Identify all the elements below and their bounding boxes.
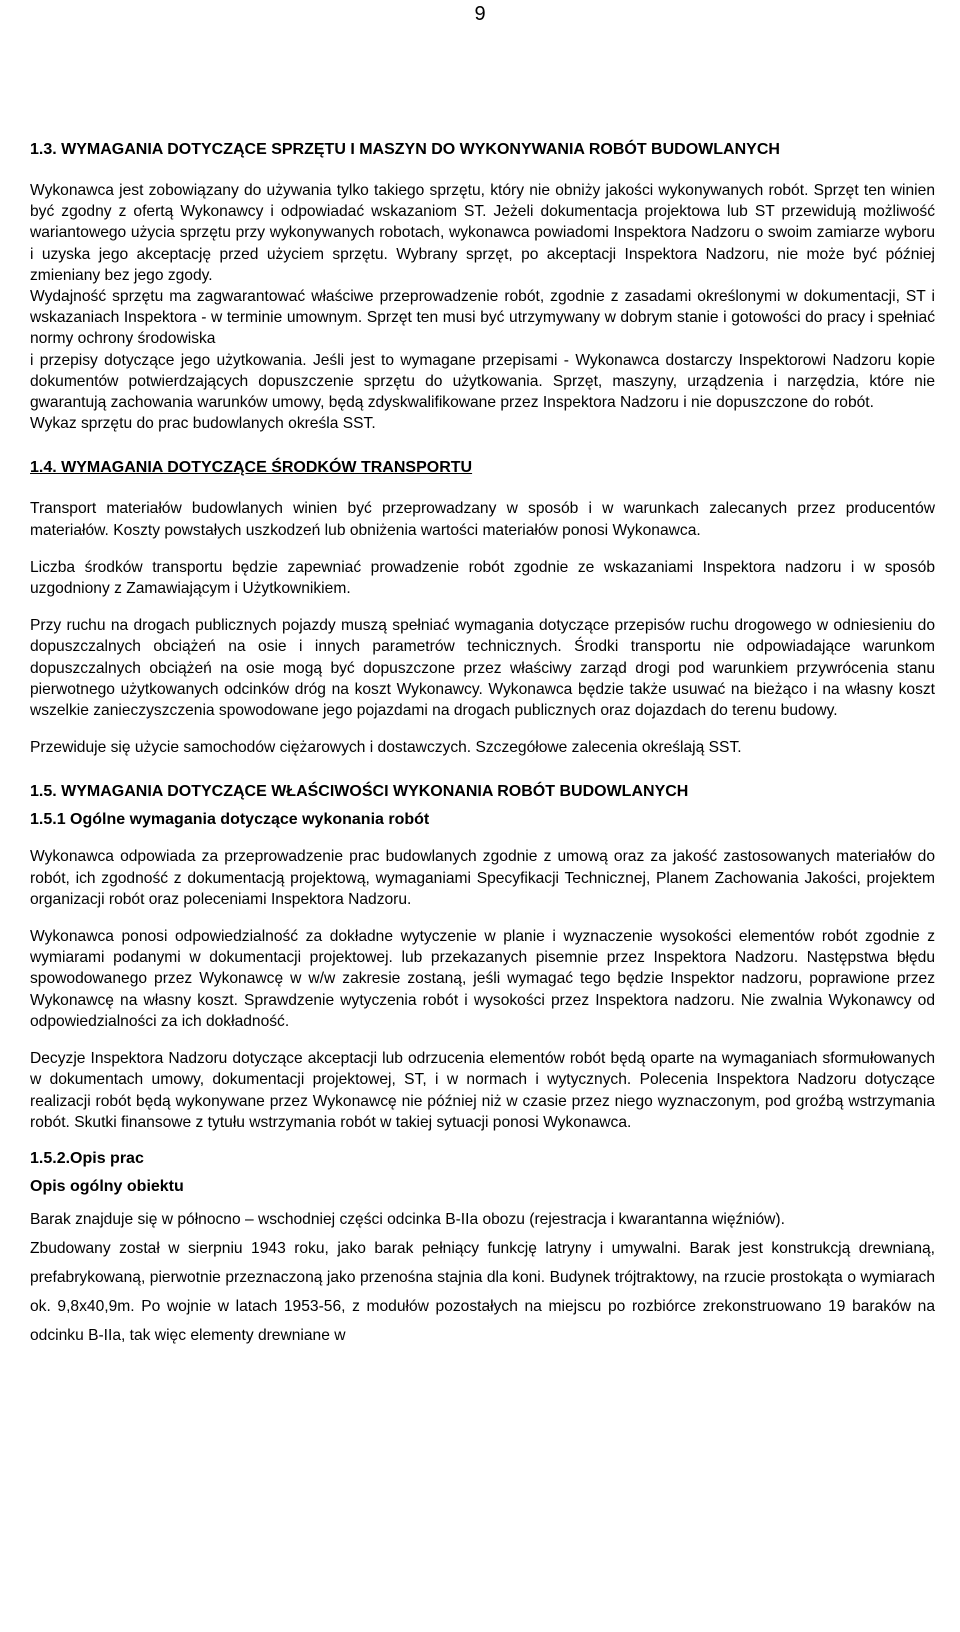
section-1-5-2-heading: 1.5.2.Opis prac [30, 1149, 144, 1167]
section-1-5-heading: 1.5. WYMAGANIA DOTYCZĄCE WŁAŚCIWOŚCI WYKONANIA ROBÓT BUDOWLANYCH [30, 783, 689, 801]
section-1-3-paragraph-3: Wykaz sprzętu do prac budowlanych określa SST. [30, 415, 376, 433]
section-1-3-paragraph-1: Wykonawca jest zobowiązany do używania tylko takiego sprzętu, który nie obniży jakości wykonywanych robót. Sprzęt ten winien być zgodny z ofertą Wykonawcy i odpowiadać wskazaniom ST. Jeżeli dokumentacja projektowa lub ST przewidują możliwość wariantowego użycia sprzętu przy wykonywanych robotach, wykonawca powiadomi Inspektora Nadzoru o swoim zamiarze wyboru i uzyska jego akceptację przed użyciem sprzętu. Wybrany sprzęt, po akceptacji Inspektora Nadzoru, nie może być później zmieniany bez jego zgody. [30, 182, 935, 284]
section-1-5-1-heading: 1.5.1 Ogólne wymagania dotyczące wykonania robót [30, 811, 430, 829]
section-1-4-paragraph-1: Transport materiałów budowlanych winien być przeprowadzany w sposób i w warunkach zalecanych przez producentów materiałów. Koszty powstałych uszkodzeń lub obniżenia wartości materiałów ponosi Wykonawca. [30, 500, 935, 539]
object-description-paragraph-1: Barak znajduje się w północno – wschodniej części odcinka B-IIa obozu (rejestracja i kwarantanna więźniów). [30, 1210, 785, 1228]
object-description-paragraph-2: Zbudowany został w sierpniu 1943 roku, jako barak pełniący funkcję latryny i umywalni. Barak jest konstrukcją drewnianą, prefabrykowaną, pierwotnie przeznaczoną jako przenośna stajnia dla koni. Budynek trójtraktowy, na rzucie prostokąta o wymiarach ok. 9,8x40,9m. Po wojnie w latach 1953-56, z modułów pozostałych na miejscu po rozbiórce zrekonstruowano 19 baraków na odcinku B-IIa, tak więc elementy drewniane w [30, 1239, 935, 1344]
object-description [30, 1205, 935, 1350]
section-1-5-1-paragraph-2: Wykonawca ponosi odpowiedzialność za dokładne wytyczenie w planie i wyznaczenie wysokości elementów robót zgodnie z wymiarami podanymi w dokumentacji projektowej. lub przekazanych pisemnie przez Inspektora Nadzoru. Następstwa błędu spowodowanego przez Wykonawcę w w/w zakresie zostaną, jeśli wymagać tego będzie Inspektor nadzoru, poprawione przez Wykonawcę na własny koszt. Sprawdzenie wytyczenia robót i wysokości przez Inspektora nadzoru. Nie zwalnia Wykonawcy od odpowiedzialności za ich dokładność. [30, 928, 935, 1030]
page-number: 9 [474, 3, 486, 25]
section-1-5-1-paragraph-1: Wykonawca odpowiada za przeprowadzenie prac budowlanych zgodnie z umową oraz za jakość zastosowanych materiałów do robót, ich zgodność z dokumentacją projektową, wymaganiami Specyfikacji Technicznej, Planem Zachowania Jakości, projektem organizacji robót oraz poleceniami Inspektora Nadzoru. [30, 848, 935, 908]
section-1-5-1-paragraph-3: Decyzje Inspektora Nadzoru dotyczące akceptacji lub odrzucenia elementów robót będą oparte na wymaganiach sformułowanych w dokumentach umowy, dokumentacji projektowej, ST, i w normach i wytycznych. Polecenia Inspektora Nadzoru dotyczące realizacji robót będą wykonywane przez Wykonawcę nie później niż w czasie przez niego wyznaczonym, pod groźbą wstrzymania robót. Skutki finansowe z tytułu wstrzymania robót w takiej sytuacji ponosi Wykonawca. [30, 1050, 935, 1131]
document-body [30, 140, 935, 1350]
section-1-3-paragraph-2a: Wydajność sprzętu ma zagwarantować właściwe przeprowadzenie robót, zgodnie z zasadami określonymi w dokumentacji, ST i wskazaniach Inspektora - w terminie umownym. Sprzęt ten musi być utrzymywany w dobrym stanie i gotowości do pracy i spełniać normy ochrony środowiska [30, 288, 935, 348]
object-description-heading: Opis ogólny obiektu [30, 1177, 184, 1195]
section-1-4-paragraph-4: Przewiduje się użycie samochodów ciężarowych i dostawczych. Szczegółowe zalecenia określają SST. [30, 739, 742, 757]
section-1-4-paragraph-2: Liczba środków transportu będzie zapewniać prowadzenie robót zgodnie ze wskazaniami Inspektora nadzoru i w sposób uzgodniony z Zamawiającym i Użytkownikiem. [30, 558, 935, 598]
section-1-4-heading [30, 458, 935, 478]
section-1-3-heading: 1.3. WYMAGANIA DOTYCZĄCE SPRZĘTU I MASZYN DO WYKONYWANIA ROBÓT BUDOWLANYCH [30, 141, 780, 158]
section-1-4-paragraph-3: Przy ruchu na drogach publicznych pojazdy muszą spełniać wymagania dotyczące przepisów ruchu drogowego w odniesieniu do dopuszczalnych obciążeń na osie i innych parametrów technicznych. Środki transportu nie odpowiadające warunkom dopuszczalnych obciążeń na osie mogą być dopuszczone przez właściwy zarząd drogi pod warunkiem przywrócenia stanu pierwotnego użytkowanych odcinków dróg na koszt Wykonawcy. Wykonawca będzie także usuwać na bieżąco i na własny koszt wszelkie zanieczyszczenia spowodowane jego pojazdami na drogach publicznych oraz dojazdach do terenu budowy. [30, 617, 935, 720]
section-1-3-paragraph-2b: i przepisy dotyczące jego użytkowania. Jeśli jest to wymagane przepisami - Wykonawca dostarczy Inspektorowi Nadzoru kopie dokumentów potwierdzających dopuszczenie sprzętu do użytkowania. Sprzęt, maszyny, urządzenia i narzędzia, które nie gwarantują zachowania warunków umowy, będą zdyskwalifikowane przez Inspektora Nadzoru i nie dopuszczone do robót. [30, 351, 935, 412]
section-1-4-heading-text: 1.4. WYMAGANIA DOTYCZĄCE ŚRODKÓW TRANSPORTU [30, 459, 473, 477]
